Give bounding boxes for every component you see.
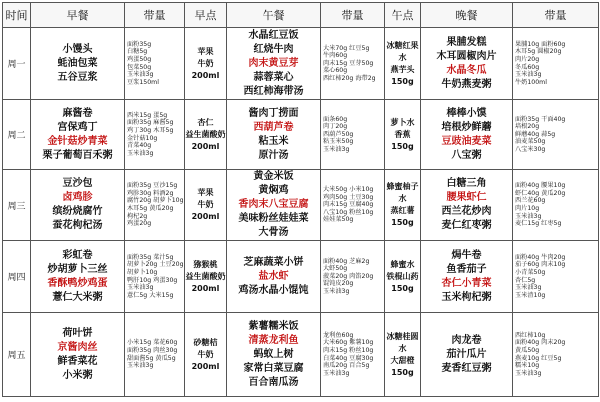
amount: 面粉35g 豆沙15g [127,182,178,190]
morning-snack-cell [185,28,227,100]
dish: 小米粥 [62,369,93,381]
amount: 金针菇10g [127,134,158,142]
breakfast-cell [31,170,125,241]
snack: 益生菌酸奶 [185,271,226,281]
dish: 红烧牛肉 [253,43,294,55]
amount: 茄子60g 肉末10g [515,261,566,269]
dish: 原汁汤 [258,149,289,161]
amount: 菜心60g [323,67,348,75]
lunch-amount-cell [321,28,385,100]
dish: 培根炒鲜蘑 [441,121,492,133]
amount: 鸭肝10g 鸡蛋30g [127,276,178,284]
dish-highlight: 清蒸龙利鱼 [248,334,299,346]
amount: 燕麦10g 红豆5g [515,354,562,362]
snack: 益生菌酸奶 [185,129,226,139]
amount: 大米60g 紫薯10g [323,339,374,347]
dish-highlight: 肉末黄豆芽 [248,57,299,69]
amount: 胡萝卜10g [127,268,158,276]
dish: 炒胡萝卜三丝 [47,263,108,275]
dish: 木耳圆椒肉片 [436,50,497,62]
snack: 蒸红薯 [390,206,415,215]
amount: 牛奶100ml [515,78,547,86]
header-morning-snack: 早点 [185,3,227,28]
dish-highlight: 金针菇炒青菜 [47,135,108,147]
lunch-cell [227,28,321,100]
breakfast-cell [31,241,125,313]
afternoon-snack-cell [385,100,421,170]
amount: 甜面酱5g 黄瓜5g [127,354,176,362]
meal-plan-table [2,2,599,397]
snack: 水 [398,52,407,62]
lunch-amount-cell [321,170,385,241]
snack: 200ml [191,361,220,371]
snack: 香蕉 [394,129,411,139]
breakfast-cell [31,100,125,170]
amount: 面粉35g [127,40,152,48]
lunch-cell [227,313,321,397]
header-lunch-amount: 带量 [321,3,385,28]
snack: 大甜橙 [390,355,415,365]
header-breakfast-amount: 带量 [125,3,185,28]
dish: 麦香红豆粥 [441,362,492,374]
dish: 蒜蓉菜心 [253,71,294,83]
header-row [3,3,599,28]
snack: 150g [391,367,414,377]
dish: 栗子葡萄百禾粥 [42,149,113,161]
amount: 油麦菜50g [515,138,546,146]
amount: 鸡蛋20g [127,220,152,228]
lunch-amount-cell [321,100,385,170]
snack: 猕猴桃 [193,259,218,269]
amount: 八宝米30g [515,145,546,153]
amount: 白菜40g 豆腐30g [323,354,374,362]
lunch-cell [227,241,321,313]
dish: 紫薯糯米饭 [248,320,299,332]
amount: 玉米油3g [515,212,542,220]
dinner-amount-cell [513,28,599,100]
amount: 面粉40g 牛肉20g [515,253,566,261]
dish: 薏仁大米粥 [52,291,103,303]
amount: 包菜50g [127,63,152,71]
dish: 玉米枸杞粥 [441,291,492,303]
amount: 玉米油3g [323,369,350,377]
lunch-amount-cell [321,313,385,397]
amount: 大米70g 红豆5g [323,44,370,52]
dinner-cell [421,28,513,100]
day-cell: 周三 [3,170,31,241]
dish: 牛奶燕麦粥 [441,78,492,90]
day-cell: 周五 [3,313,31,397]
breakfast-cell [31,313,125,397]
amount: 玉米油3g [127,362,154,370]
amount: 大虾50g [323,265,348,273]
snack: 牛奶 [197,349,214,359]
amount: 鸡胗30g 料酒2g [127,189,174,197]
dish: 麻酱卷 [62,107,93,119]
lunch-cell [227,100,321,170]
dish: 八宝粥 [451,149,482,161]
amount: 八宝10g 粉丝10g [323,208,374,216]
amount: 果脯10g 面粉60g [515,40,566,48]
dish: 果脯发糕 [446,36,487,48]
amount: 娃娃菜50g [323,216,354,224]
dish: 五谷豆浆 [57,71,98,83]
amount: 菠菜20g 肉馅20g [323,272,374,280]
dish-highlight: 京酱肉丝 [57,341,98,353]
header-dinner: 晚餐 [421,3,513,28]
day-cell: 周二 [3,100,31,170]
dish: 荷叶饼 [62,327,93,339]
dinner-amount-cell [513,313,599,397]
amount: 薏仁5g 大米15g [127,291,174,299]
dish: 蚝油包菜 [57,57,98,69]
snack: 水 [398,343,407,353]
amount: 西米15g 蛋5g [127,111,168,119]
amount: 龙利鱼60g [323,331,354,339]
dish: 蚂蚁上树 [253,348,294,360]
snack: 苹果 [197,188,214,197]
dish: 芝麻蔬菜小饼 [243,256,304,268]
lunch-cell [227,170,321,241]
dish: 黄金米饭 [253,171,294,182]
dinner-amount-cell [513,100,599,170]
amount: 肉末15g 豆腐40g [323,201,374,209]
afternoon-snack-cell [385,28,421,100]
amount: 西红柿10g [515,331,546,339]
amount: 木耳5g 圆椒20g [515,48,562,56]
table-row [3,170,599,241]
dish: 美味粉丝娃娃菜 [238,213,309,224]
snack: 苹果 [197,46,214,56]
day-cell: 周四 [3,241,31,313]
amount: 玉米油3g [127,71,154,79]
amount: 南瓜20g 百合5g [323,362,370,370]
dish: 酱肉丁捞面 [248,107,299,119]
dinner-amount-cell [513,241,599,313]
dinner-cell [421,100,513,170]
amount: 玉米油3g [515,71,542,79]
amount: 虾仁40g 黄瓜20g [515,189,566,197]
amount: 鸡蛋50g [127,55,152,63]
amount: 小青菜50g [515,268,546,276]
dish-highlight: 卤鸡胗 [62,192,93,203]
dish: 百合南瓜汤 [248,376,299,388]
header-afternoon-snack: 午点 [385,3,421,28]
dish: 棒棒小馍 [446,107,487,119]
amount: 肉丁20g [323,123,348,131]
snack: 萝卜水 [390,117,415,127]
dinner-cell [421,313,513,397]
dish: 豆沙包 [62,178,93,189]
lunch-amount-cell [321,241,385,313]
amount: 玉米油3g [127,284,154,292]
afternoon-snack-cell [385,241,421,313]
dish: 彩虹卷 [62,249,93,261]
table-row [3,100,599,170]
amount: 面粉35g 肉丝30g [127,346,178,354]
amount: 西葫芦50g [323,130,354,138]
table-row [3,28,599,100]
amount: 面条60g [323,115,348,123]
table-row [3,241,599,313]
amount: 黄瓜50g [515,346,540,354]
snack: 200ml [191,141,220,151]
dish: 鱼香茄子 [446,263,487,275]
snack: 150g [391,283,414,293]
dinner-cell [421,170,513,241]
amount: 枸杞2g [127,212,148,220]
snack: 牛奶 [197,200,214,209]
dish-highlight: 西葫芦卷 [253,121,294,133]
dish: 茄汁瓜片 [446,348,487,360]
amount: 豆浆150ml [127,78,159,86]
amount: 面粉40g 腰果10g [515,182,566,190]
amount: 麦仁15g 红枣5g [515,220,562,228]
snack: 砂糖桔 [193,337,218,347]
amount: 肉末15g 粉丝10g [323,346,374,354]
dish: 家常白菜豆腐 [243,362,304,374]
header-breakfast: 早餐 [31,3,125,28]
dish: 缤纷烧腐竹 [52,206,103,217]
snack: 蜂蜜柚子 [386,182,419,191]
amount: 杏仁5g [515,276,536,284]
header-lunch: 午餐 [227,3,321,28]
dish: 麦仁红枣粥 [441,220,492,231]
amount: 鲜蘑40g 蒜5g [515,130,556,138]
amount: 面粉40g 芝麻2g [323,257,370,265]
amount: 白糖5g [127,48,148,56]
dish: 白糖三角 [446,178,487,189]
dish-highlight: 腰果虾仁 [446,192,487,203]
amount: 面粉35g 干面40g [515,115,566,123]
amount: 鸡肉50g 土豆30g [323,193,374,201]
amount: 青菜40g [127,142,152,150]
snack: 水 [398,194,407,203]
amount: 腐竹20g 胡萝卜10g [127,197,184,205]
amount: 玉米油3g [323,145,350,153]
dish: 蚕花枸杞汤 [52,220,103,231]
amount: 肉片20g [515,55,540,63]
morning-snack-cell [185,170,227,241]
dish: 肉龙卷 [451,334,482,346]
dish: 西红柿海带汤 [243,85,304,97]
dish: 大骨汤 [258,227,289,238]
morning-snack-cell [185,100,227,170]
amount: 肉末15g 豆芽50g [323,59,374,67]
snack: 150g [391,76,414,86]
dish: 鸡汤水晶小馄饨 [238,284,309,296]
snack: 燕芋头 [390,64,415,74]
dish-highlight: 水晶冬瓜 [446,64,487,76]
snack: 杏仁 [197,117,214,127]
dish-highlight: 杏仁小青菜 [441,277,492,289]
amount: 玉米油3g [515,369,542,377]
amount: 胡萝卜20g 土豆20g [127,261,184,269]
breakfast-cell [31,28,125,100]
day-cell: 周一 [3,28,31,100]
breakfast-amount-cell [125,313,185,397]
snack: 冰糖红果 [386,40,419,50]
amount: 小米15g 菜花60g [127,339,178,347]
breakfast-amount-cell [125,100,185,170]
dish-highlight: 香肉末八宝豆腐 [238,199,309,210]
amount: 鸡丁30g 木耳5g [127,126,174,134]
snack: 牛奶 [197,58,214,68]
amount: 馄饨皮20g [323,280,354,288]
amount: 玉米油3g [323,287,350,295]
dish-highlight: 盐水虾 [258,270,289,282]
dish: 焗牛卷 [451,249,482,261]
table-row [3,313,599,397]
dish: 宫保鸡丁 [57,121,98,133]
amount: 西兰花60g [515,197,546,205]
snack: 150g [391,218,414,227]
amount: 培根20g [515,123,540,131]
snack: 200ml [191,212,220,221]
morning-snack-cell [185,313,227,397]
amount: 冬瓜60g [515,63,540,71]
amount: 玉米油3g [127,149,154,157]
amount: 牛肉60g [323,52,348,60]
breakfast-amount-cell [125,28,185,100]
amount: 玉米渣10g [515,291,546,299]
snack: 150g [391,141,414,151]
amount: 大米50g 小米10g [323,186,374,194]
amount: 面粉40g 肉末20g [515,339,566,347]
snack: 冰糖桂圆 [386,331,419,341]
snack: 蜂蜜水 [390,259,415,269]
dish: 粘玉米 [258,135,289,147]
dish: 水晶红豆饭 [248,29,299,41]
dinner-amount-cell [513,170,599,241]
dish-highlight: 豆豉油麦菜 [441,135,492,147]
dinner-cell [421,241,513,313]
amount: 木耳5g 黄瓜20g [127,205,174,212]
dish-highlight: 香酥鸭炒鸡蛋 [47,277,108,289]
breakfast-amount-cell [125,170,185,241]
snack: 铁棍山药 [386,271,419,281]
afternoon-snack-cell [385,170,421,241]
dish: 小馒头 [62,43,93,55]
afternoon-snack-cell [385,313,421,397]
morning-snack-cell [185,241,227,313]
dish: 黄焖鸡 [258,185,289,196]
dish: 西兰花炒肉 [441,206,492,217]
amount: 肉片10g [515,205,540,212]
amount: 糯米10g [515,362,540,370]
header-dinner-amount: 带量 [513,3,599,28]
amount: 西红柿20g 海带2g [323,74,376,82]
dish: 鲜香菜花 [57,355,98,367]
amount: 玉米油3g [515,284,542,292]
amount: 粘玉米50g [323,138,354,146]
amount: 面粉35g 菜汁5g [127,253,174,261]
snack: 200ml [191,283,220,293]
amount: 面粉35g 麻酱5g [127,119,174,127]
header-time: 时间 [3,3,31,28]
snack: 200ml [191,70,220,80]
breakfast-amount-cell [125,241,185,313]
